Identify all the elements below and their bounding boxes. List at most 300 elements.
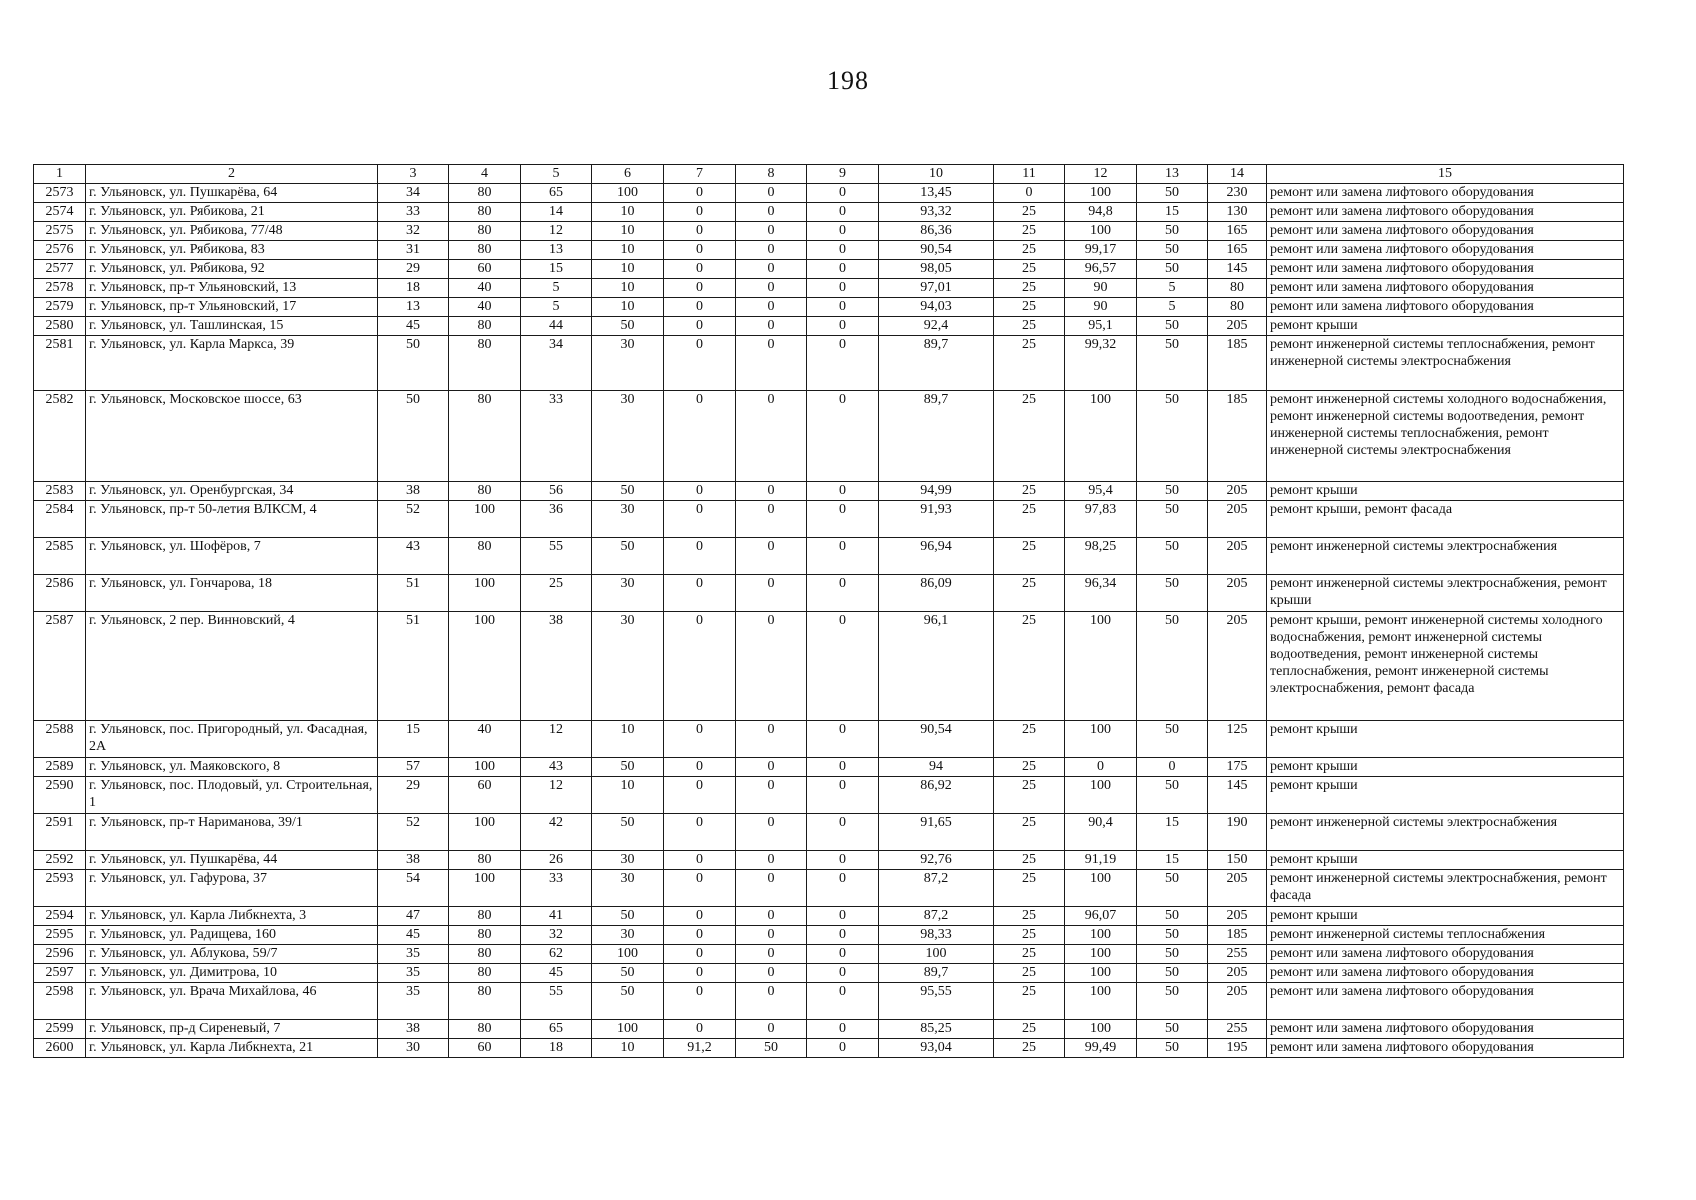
table-header [34, 165, 1624, 184]
value-cell: 96,34 [1065, 575, 1137, 612]
value-cell: 99,32 [1065, 336, 1137, 391]
value-cell: 80 [449, 907, 521, 926]
value-cell: 12 [521, 721, 592, 758]
value-cell: 50 [1137, 241, 1208, 260]
value-cell: 100 [1065, 964, 1137, 983]
value-cell: 50 [378, 336, 449, 391]
row-number-cell: 2573 [34, 184, 86, 203]
value-cell: 0 [807, 336, 879, 391]
value-cell: 36 [521, 501, 592, 538]
table-row [34, 983, 1624, 1020]
address-cell: г. Ульяновск, ул. Гафурова, 37 [86, 870, 378, 907]
value-cell: 0 [736, 317, 807, 336]
value-cell: 100 [1065, 721, 1137, 758]
address-cell: г. Ульяновск, ул. Радищева, 160 [86, 926, 378, 945]
value-cell: 90,54 [879, 721, 994, 758]
value-cell: 0 [664, 298, 736, 317]
value-cell: 50 [592, 814, 664, 851]
table-row [34, 612, 1624, 721]
value-cell: 0 [807, 260, 879, 279]
value-cell: 0 [664, 501, 736, 538]
value-cell: 0 [664, 814, 736, 851]
value-cell: 0 [807, 482, 879, 501]
table-row [34, 317, 1624, 336]
value-cell: 91,65 [879, 814, 994, 851]
table-row [34, 1020, 1624, 1039]
work-types-cell: ремонт инженерной системы электроснабжения, ремонт крыши [1267, 575, 1624, 612]
total-score-cell: 205 [1208, 870, 1267, 907]
value-cell: 40 [449, 279, 521, 298]
repair-register-table [33, 164, 1624, 1058]
total-score-cell: 230 [1208, 184, 1267, 203]
total-score-cell: 80 [1208, 298, 1267, 317]
value-cell: 0 [664, 241, 736, 260]
value-cell: 0 [736, 983, 807, 1020]
row-number-cell: 2591 [34, 814, 86, 851]
address-cell: г. Ульяновск, ул. Рябикова, 92 [86, 260, 378, 279]
value-cell: 25 [994, 538, 1065, 575]
value-cell: 50 [1137, 926, 1208, 945]
value-cell: 10 [592, 203, 664, 222]
value-cell: 38 [521, 612, 592, 721]
value-cell: 86,09 [879, 575, 994, 612]
row-number-cell: 2598 [34, 983, 86, 1020]
value-cell: 14 [521, 203, 592, 222]
value-cell: 91,19 [1065, 851, 1137, 870]
value-cell: 97,83 [1065, 501, 1137, 538]
value-cell: 45 [521, 964, 592, 983]
address-cell: г. Ульяновск, ул. Рябикова, 77/48 [86, 222, 378, 241]
value-cell: 100 [592, 1020, 664, 1039]
address-cell: г. Ульяновск, ул. Ташлинская, 15 [86, 317, 378, 336]
value-cell: 10 [592, 260, 664, 279]
value-cell: 0 [664, 851, 736, 870]
table-row [34, 907, 1624, 926]
value-cell: 0 [736, 575, 807, 612]
value-cell: 15 [378, 721, 449, 758]
total-score-cell: 255 [1208, 945, 1267, 964]
value-cell: 0 [736, 222, 807, 241]
value-cell: 80 [449, 317, 521, 336]
value-cell: 50 [1137, 260, 1208, 279]
value-cell: 100 [1065, 184, 1137, 203]
value-cell: 25 [994, 241, 1065, 260]
total-score-cell: 185 [1208, 391, 1267, 482]
value-cell: 13,45 [879, 184, 994, 203]
value-cell: 0 [664, 1020, 736, 1039]
value-cell: 38 [378, 1020, 449, 1039]
value-cell: 96,57 [1065, 260, 1137, 279]
value-cell: 0 [736, 612, 807, 721]
work-types-cell: ремонт или замена лифтового оборудования [1267, 945, 1624, 964]
value-cell: 0 [736, 203, 807, 222]
row-number-cell: 2575 [34, 222, 86, 241]
value-cell: 30 [592, 926, 664, 945]
value-cell: 50 [378, 391, 449, 482]
table-row [34, 482, 1624, 501]
table-row [34, 391, 1624, 482]
column-number-13: 13 [1137, 165, 1208, 184]
value-cell: 98,25 [1065, 538, 1137, 575]
value-cell: 43 [378, 538, 449, 575]
value-cell: 38 [378, 482, 449, 501]
value-cell: 32 [378, 222, 449, 241]
value-cell: 10 [592, 279, 664, 298]
value-cell: 95,55 [879, 983, 994, 1020]
value-cell: 0 [736, 721, 807, 758]
work-types-cell: ремонт инженерной системы электроснабжения, ремонт фасада [1267, 870, 1624, 907]
row-number-cell: 2583 [34, 482, 86, 501]
value-cell: 60 [449, 1039, 521, 1058]
value-cell: 0 [736, 814, 807, 851]
value-cell: 35 [378, 945, 449, 964]
work-types-cell: ремонт крыши [1267, 482, 1624, 501]
value-cell: 0 [736, 298, 807, 317]
value-cell: 50 [1137, 612, 1208, 721]
value-cell: 0 [807, 241, 879, 260]
total-score-cell: 145 [1208, 260, 1267, 279]
value-cell: 100 [449, 814, 521, 851]
work-types-cell: ремонт инженерной системы теплоснабжения [1267, 926, 1624, 945]
value-cell: 50 [592, 964, 664, 983]
value-cell: 80 [449, 336, 521, 391]
value-cell: 100 [1065, 777, 1137, 814]
total-score-cell: 165 [1208, 241, 1267, 260]
value-cell: 5 [1137, 298, 1208, 317]
column-number-6: 6 [592, 165, 664, 184]
value-cell: 0 [664, 612, 736, 721]
value-cell: 0 [807, 203, 879, 222]
value-cell: 0 [807, 721, 879, 758]
row-number-cell: 2588 [34, 721, 86, 758]
value-cell: 96,94 [879, 538, 994, 575]
value-cell: 99,49 [1065, 1039, 1137, 1058]
row-number-cell: 2592 [34, 851, 86, 870]
value-cell: 0 [807, 964, 879, 983]
value-cell: 0 [807, 1039, 879, 1058]
value-cell: 0 [807, 907, 879, 926]
table-row [34, 222, 1624, 241]
value-cell: 92,76 [879, 851, 994, 870]
work-types-cell: ремонт крыши [1267, 851, 1624, 870]
table-row [34, 203, 1624, 222]
value-cell: 10 [592, 721, 664, 758]
value-cell: 100 [1065, 926, 1137, 945]
address-cell: г. Ульяновск, 2 пер. Винновский, 4 [86, 612, 378, 721]
value-cell: 100 [592, 945, 664, 964]
row-number-cell: 2597 [34, 964, 86, 983]
value-cell: 80 [449, 203, 521, 222]
value-cell: 32 [521, 926, 592, 945]
table-row [34, 814, 1624, 851]
row-number-cell: 2585 [34, 538, 86, 575]
value-cell: 62 [521, 945, 592, 964]
total-score-cell: 255 [1208, 1020, 1267, 1039]
row-number-cell: 2578 [34, 279, 86, 298]
table-row [34, 501, 1624, 538]
value-cell: 12 [521, 222, 592, 241]
value-cell: 0 [664, 279, 736, 298]
value-cell: 50 [1137, 391, 1208, 482]
value-cell: 86,92 [879, 777, 994, 814]
value-cell: 0 [807, 538, 879, 575]
total-score-cell: 175 [1208, 758, 1267, 777]
value-cell: 0 [664, 945, 736, 964]
value-cell: 0 [736, 336, 807, 391]
value-cell: 98,05 [879, 260, 994, 279]
value-cell: 93,04 [879, 1039, 994, 1058]
row-number-cell: 2584 [34, 501, 86, 538]
value-cell: 25 [994, 317, 1065, 336]
value-cell: 0 [736, 391, 807, 482]
value-cell: 0 [736, 870, 807, 907]
value-cell: 100 [1065, 612, 1137, 721]
address-cell: г. Ульяновск, ул. Шофёров, 7 [86, 538, 378, 575]
value-cell: 30 [592, 501, 664, 538]
value-cell: 56 [521, 482, 592, 501]
total-score-cell: 205 [1208, 964, 1267, 983]
column-number-8: 8 [736, 165, 807, 184]
value-cell: 30 [592, 391, 664, 482]
value-cell: 90 [1065, 298, 1137, 317]
row-number-cell: 2594 [34, 907, 86, 926]
row-number-cell: 2579 [34, 298, 86, 317]
page-number: 198 [827, 66, 869, 95]
value-cell: 35 [378, 964, 449, 983]
total-score-cell: 205 [1208, 575, 1267, 612]
value-cell: 0 [807, 317, 879, 336]
row-number-cell: 2587 [34, 612, 86, 721]
value-cell: 50 [1137, 907, 1208, 926]
value-cell: 35 [378, 983, 449, 1020]
value-cell: 0 [664, 870, 736, 907]
work-types-cell: ремонт крыши [1267, 777, 1624, 814]
value-cell: 25 [994, 336, 1065, 391]
value-cell: 50 [592, 983, 664, 1020]
address-cell: г. Ульяновск, ул. Димитрова, 10 [86, 964, 378, 983]
value-cell: 0 [807, 814, 879, 851]
table-row [34, 758, 1624, 777]
value-cell: 0 [664, 575, 736, 612]
value-cell: 25 [994, 222, 1065, 241]
column-number-12: 12 [1065, 165, 1137, 184]
value-cell: 80 [449, 222, 521, 241]
value-cell: 50 [1137, 317, 1208, 336]
total-score-cell: 145 [1208, 777, 1267, 814]
table-row [34, 279, 1624, 298]
value-cell: 30 [592, 575, 664, 612]
value-cell: 33 [521, 391, 592, 482]
value-cell: 0 [664, 222, 736, 241]
value-cell: 0 [807, 777, 879, 814]
row-number-cell: 2593 [34, 870, 86, 907]
value-cell: 80 [449, 241, 521, 260]
value-cell: 0 [664, 758, 736, 777]
table-row [34, 721, 1624, 758]
table-row [34, 575, 1624, 612]
work-types-cell: ремонт или замена лифтового оборудования [1267, 184, 1624, 203]
value-cell: 33 [521, 870, 592, 907]
address-cell: г. Ульяновск, ул. Маяковского, 8 [86, 758, 378, 777]
value-cell: 25 [994, 721, 1065, 758]
work-types-cell: ремонт инженерной системы электроснабжения [1267, 814, 1624, 851]
total-score-cell: 205 [1208, 907, 1267, 926]
row-number-cell: 2589 [34, 758, 86, 777]
row-number-cell: 2596 [34, 945, 86, 964]
value-cell: 25 [994, 777, 1065, 814]
value-cell: 50 [1137, 945, 1208, 964]
row-number-cell: 2582 [34, 391, 86, 482]
work-types-cell: ремонт или замена лифтового оборудования [1267, 1039, 1624, 1058]
value-cell: 25 [994, 907, 1065, 926]
value-cell: 50 [736, 1039, 807, 1058]
value-cell: 50 [1137, 777, 1208, 814]
value-cell: 50 [592, 907, 664, 926]
work-types-cell: ремонт или замена лифтового оборудования [1267, 298, 1624, 317]
table-row [34, 260, 1624, 279]
table-row [34, 964, 1624, 983]
value-cell: 0 [664, 336, 736, 391]
value-cell: 0 [664, 538, 736, 575]
table-row [34, 241, 1624, 260]
value-cell: 15 [521, 260, 592, 279]
value-cell: 0 [1065, 758, 1137, 777]
value-cell: 13 [378, 298, 449, 317]
value-cell: 100 [1065, 391, 1137, 482]
value-cell: 50 [1137, 983, 1208, 1020]
work-types-cell: ремонт крыши, ремонт инженерной системы холодного водоснабжения, ремонт инженерной системы водоотведения, ремонт инженерной системы теплоснабжения, ремонт инженерной системы электроснабжения, ремонт фасада [1267, 612, 1624, 721]
address-cell: г. Ульяновск, пр-т Ульяновский, 17 [86, 298, 378, 317]
value-cell: 0 [807, 279, 879, 298]
value-cell: 55 [521, 538, 592, 575]
value-cell: 0 [1137, 758, 1208, 777]
value-cell: 12 [521, 777, 592, 814]
value-cell: 54 [378, 870, 449, 907]
value-cell: 45 [378, 317, 449, 336]
row-number-cell: 2600 [34, 1039, 86, 1058]
total-score-cell: 190 [1208, 814, 1267, 851]
value-cell: 0 [807, 758, 879, 777]
work-types-cell: ремонт или замена лифтового оборудования [1267, 222, 1624, 241]
work-types-cell: ремонт крыши [1267, 907, 1624, 926]
total-score-cell: 205 [1208, 538, 1267, 575]
row-number-cell: 2576 [34, 241, 86, 260]
value-cell: 89,7 [879, 964, 994, 983]
total-score-cell: 205 [1208, 317, 1267, 336]
value-cell: 0 [807, 1020, 879, 1039]
value-cell: 43 [521, 758, 592, 777]
address-cell: г. Ульяновск, ул. Карла Маркса, 39 [86, 336, 378, 391]
table-row [34, 926, 1624, 945]
value-cell: 90,54 [879, 241, 994, 260]
value-cell: 100 [449, 758, 521, 777]
value-cell: 50 [592, 758, 664, 777]
value-cell: 25 [994, 1020, 1065, 1039]
column-number-15: 15 [1267, 165, 1624, 184]
value-cell: 80 [449, 926, 521, 945]
value-cell: 0 [664, 317, 736, 336]
value-cell: 0 [664, 907, 736, 926]
value-cell: 100 [592, 184, 664, 203]
table-row [34, 777, 1624, 814]
column-number-10: 10 [879, 165, 994, 184]
work-types-cell: ремонт или замена лифтового оборудования [1267, 1020, 1624, 1039]
column-number-11: 11 [994, 165, 1065, 184]
value-cell: 5 [521, 298, 592, 317]
value-cell: 0 [736, 964, 807, 983]
value-cell: 100 [1065, 983, 1137, 1020]
value-cell: 31 [378, 241, 449, 260]
value-cell: 50 [1137, 1020, 1208, 1039]
total-score-cell: 205 [1208, 612, 1267, 721]
value-cell: 29 [378, 777, 449, 814]
table-row [34, 851, 1624, 870]
value-cell: 80 [449, 945, 521, 964]
value-cell: 0 [736, 777, 807, 814]
work-types-cell: ремонт инженерной системы холодного водоснабжения, ремонт инженерной системы водоотведения, ремонт инженерной системы теплоснабжения, ремонт инженерной системы электроснабжения [1267, 391, 1624, 482]
value-cell: 33 [378, 203, 449, 222]
value-cell: 0 [807, 926, 879, 945]
address-cell: г. Ульяновск, ул. Рябикова, 21 [86, 203, 378, 222]
value-cell: 96,1 [879, 612, 994, 721]
value-cell: 92,4 [879, 317, 994, 336]
work-types-cell: ремонт инженерной системы теплоснабжения, ремонт инженерной системы электроснабжения [1267, 336, 1624, 391]
value-cell: 0 [736, 538, 807, 575]
work-types-cell: ремонт или замена лифтового оборудования [1267, 983, 1624, 1020]
address-cell: г. Ульяновск, Московское шоссе, 63 [86, 391, 378, 482]
value-cell: 51 [378, 612, 449, 721]
value-cell: 100 [1065, 222, 1137, 241]
value-cell: 40 [449, 298, 521, 317]
value-cell: 0 [807, 851, 879, 870]
table-row [34, 538, 1624, 575]
value-cell: 25 [994, 870, 1065, 907]
value-cell: 94,03 [879, 298, 994, 317]
column-number-1: 1 [34, 165, 86, 184]
value-cell: 0 [736, 945, 807, 964]
row-number-cell: 2599 [34, 1020, 86, 1039]
column-number-14: 14 [1208, 165, 1267, 184]
value-cell: 99,17 [1065, 241, 1137, 260]
value-cell: 0 [807, 612, 879, 721]
total-score-cell: 185 [1208, 926, 1267, 945]
value-cell: 93,32 [879, 203, 994, 222]
value-cell: 26 [521, 851, 592, 870]
value-cell: 90 [1065, 279, 1137, 298]
value-cell: 60 [449, 260, 521, 279]
address-cell: г. Ульяновск, ул. Аблукова, 59/7 [86, 945, 378, 964]
value-cell: 95,4 [1065, 482, 1137, 501]
value-cell: 86,36 [879, 222, 994, 241]
value-cell: 41 [521, 907, 592, 926]
value-cell: 25 [994, 203, 1065, 222]
value-cell: 80 [449, 184, 521, 203]
table-row [34, 1039, 1624, 1058]
value-cell: 94 [879, 758, 994, 777]
row-number-cell: 2581 [34, 336, 86, 391]
value-cell: 0 [736, 758, 807, 777]
value-cell: 25 [994, 260, 1065, 279]
value-cell: 0 [807, 870, 879, 907]
value-cell: 55 [521, 983, 592, 1020]
value-cell: 95,1 [1065, 317, 1137, 336]
value-cell: 50 [1137, 721, 1208, 758]
value-cell: 10 [592, 298, 664, 317]
work-types-cell: ремонт или замена лифтового оборудования [1267, 260, 1624, 279]
value-cell: 18 [378, 279, 449, 298]
total-score-cell: 205 [1208, 501, 1267, 538]
value-cell: 100 [449, 612, 521, 721]
